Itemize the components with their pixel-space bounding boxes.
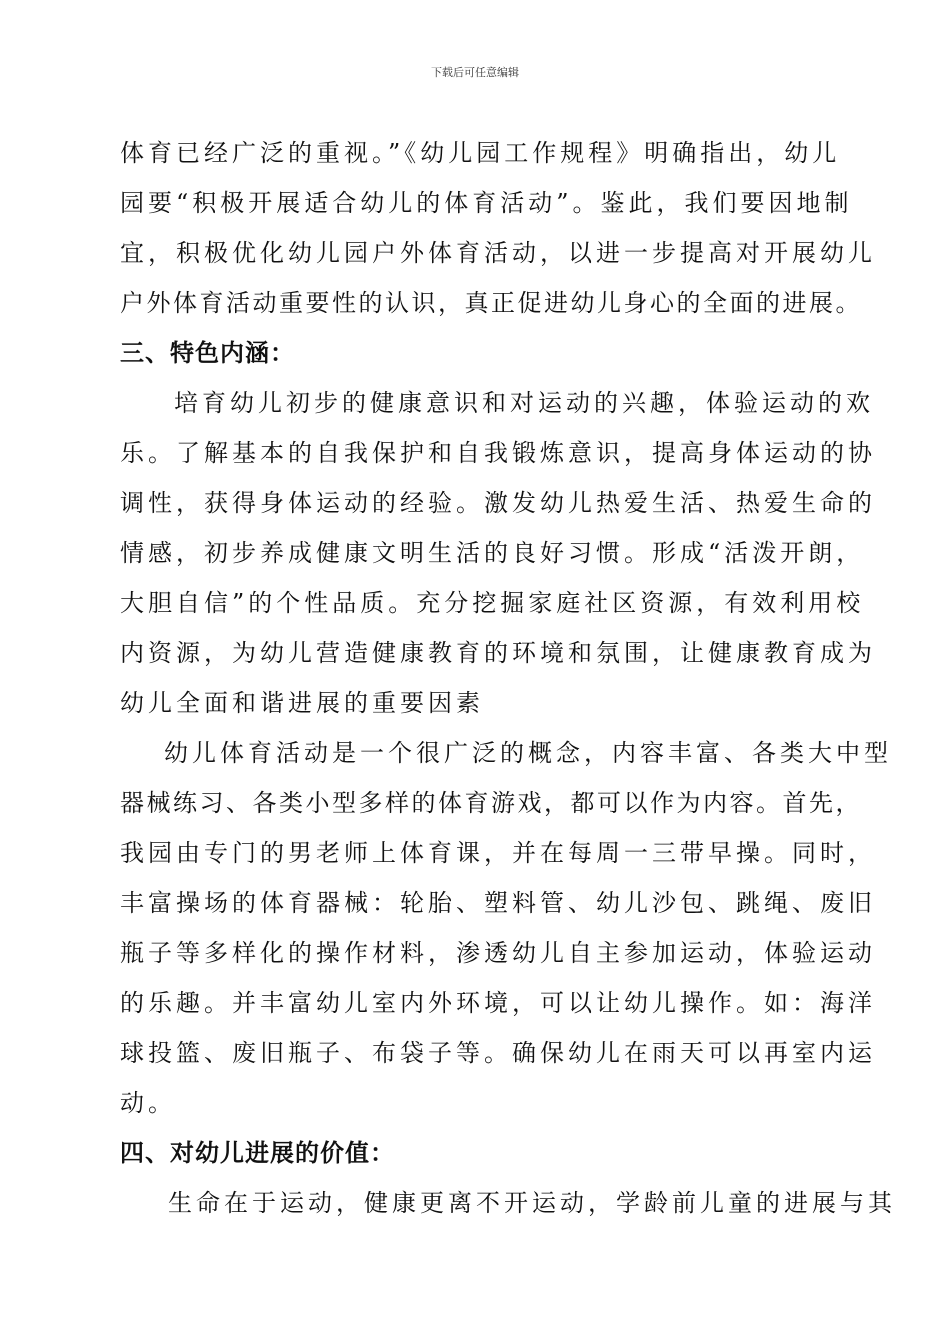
paragraph-line: 动。 bbox=[120, 1089, 176, 1117]
paragraph-line: 户外体育活动重要性的认识，真正促进幼儿身心的全面的进展。 bbox=[120, 289, 862, 317]
paragraph-line: 体育已经广泛的重视。”《幼儿园工作规程》明确指出，幼儿 bbox=[120, 139, 841, 167]
paragraph-line: 园要“积极开展适合幼儿的体育活动”。鉴此，我们要因地制 bbox=[120, 189, 853, 217]
paragraph-line: 生命在于运动，健康更离不开运动，学龄前儿童的进展与其 bbox=[168, 1189, 896, 1217]
paragraph-line: 调性，获得身体运动的经验。激发幼儿热爱生活、热爱生命的 bbox=[120, 489, 876, 517]
section-heading-3: 三、特色内涵： bbox=[120, 339, 295, 367]
paragraph-line: 乐。了解基本的自我保护和自我锻炼意识，提高身体运动的协 bbox=[120, 439, 876, 467]
page-header: 下载后可任意编辑 bbox=[431, 66, 519, 79]
paragraph-line: 幼儿全面和谐进展的重要因素 bbox=[120, 689, 484, 717]
paragraph-line: 宜，积极优化幼儿园户外体育活动，以进一步提高对开展幼儿 bbox=[120, 239, 876, 267]
paragraph-line: 器械练习、各类小型多样的体育游戏，都可以作为内容。首先， bbox=[120, 789, 862, 817]
paragraph-line: 内资源，为幼儿营造健康教育的环境和氛围，让健康教育成为 bbox=[120, 639, 876, 667]
paragraph-line: 我园由专门的男老师上体育课，并在每周一三带早操。同时， bbox=[120, 839, 876, 867]
document-body bbox=[120, 128, 896, 1228]
paragraph-line: 情感，初步养成健康文明生活的良好习惯。形成“活泼开朗， bbox=[120, 539, 865, 567]
paragraph-line: 幼儿体育活动是一个很广泛的概念，内容丰富、各类大中型 bbox=[164, 739, 892, 767]
paragraph-line: 瓶子等多样化的操作材料，渗透幼儿自主参加运动，体验运动 bbox=[120, 939, 876, 967]
section-heading-4: 四、对幼儿进展的价值： bbox=[120, 1139, 395, 1167]
paragraph-line: 培育幼儿初步的健康意识和对运动的兴趣，体验运动的欢 bbox=[174, 389, 874, 417]
paragraph-line: 球投篮、废旧瓶子、布袋子等。确保幼儿在雨天可以再室内运 bbox=[120, 1039, 876, 1067]
paragraph-line: 的乐趣。并丰富幼儿室内外环境，可以让幼儿操作。如：海洋 bbox=[120, 989, 876, 1017]
paragraph-line: 丰富操场的体育器械：轮胎、塑料管、幼儿沙包、跳绳、废旧 bbox=[120, 889, 876, 917]
paragraph-line: 大胆自信”的个性品质。充分挖掘家庭社区资源，有效利用校 bbox=[120, 589, 865, 617]
